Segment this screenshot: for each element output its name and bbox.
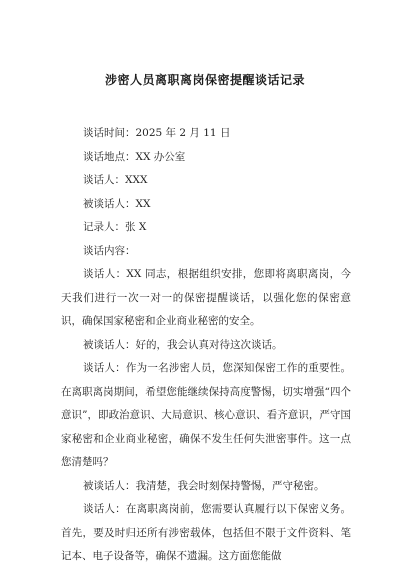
paragraph-speaker-1: 谈话人：XX 同志，根据组织安排，您即将离职离岗，今天我们进行一次一对一的保密提醒谈话，以强化您的保密意识，确保国家秘密和企业商业秘密的安全。 <box>61 268 351 327</box>
meta-time: 谈话时间：2025 年 2 月 11 日 <box>83 127 231 139</box>
document-body <box>61 122 351 569</box>
meta-place: 谈话地点：XX 办公室 <box>83 150 186 163</box>
meta-listener: 被谈话人：XX <box>83 197 151 210</box>
paragraph-listener-1: 被谈话人：好的，我会认真对待这次谈话。 <box>83 338 283 351</box>
meta-recorder: 记录人：张 X <box>83 221 147 233</box>
paragraph-speaker-3: 谈话人：在离职离岗前，您需要认真履行以下保密义务。首先，要及时归还所有涉密载体，包括但不限于文件资料、笔记本、电子设备等，确保不遗漏。这方面您能做 <box>61 503 351 562</box>
paragraph-listener-2: 被谈话人：我清楚，我会时刻保持警惕，严守秘密。 <box>83 479 325 492</box>
paragraph-speaker-2: 谈话人：作为一名涉密人员，您深知保密工作的重要性。在离职离岗期间，希望您能继续保持高度警惕，切实增强“四个意识”，即政治意识、大局意识、核心意识、看齐意识，严守国家秘密和企业商业秘密，确保不发生任何失泄密事件。这一点您清楚吗？ <box>61 362 351 468</box>
meta-content-label: 谈话内容： <box>83 244 136 257</box>
document-title: 涉密人员离职离岗保密提醒谈话记录 <box>104 73 305 87</box>
meta-speaker: 谈话人：XXX <box>83 174 148 186</box>
